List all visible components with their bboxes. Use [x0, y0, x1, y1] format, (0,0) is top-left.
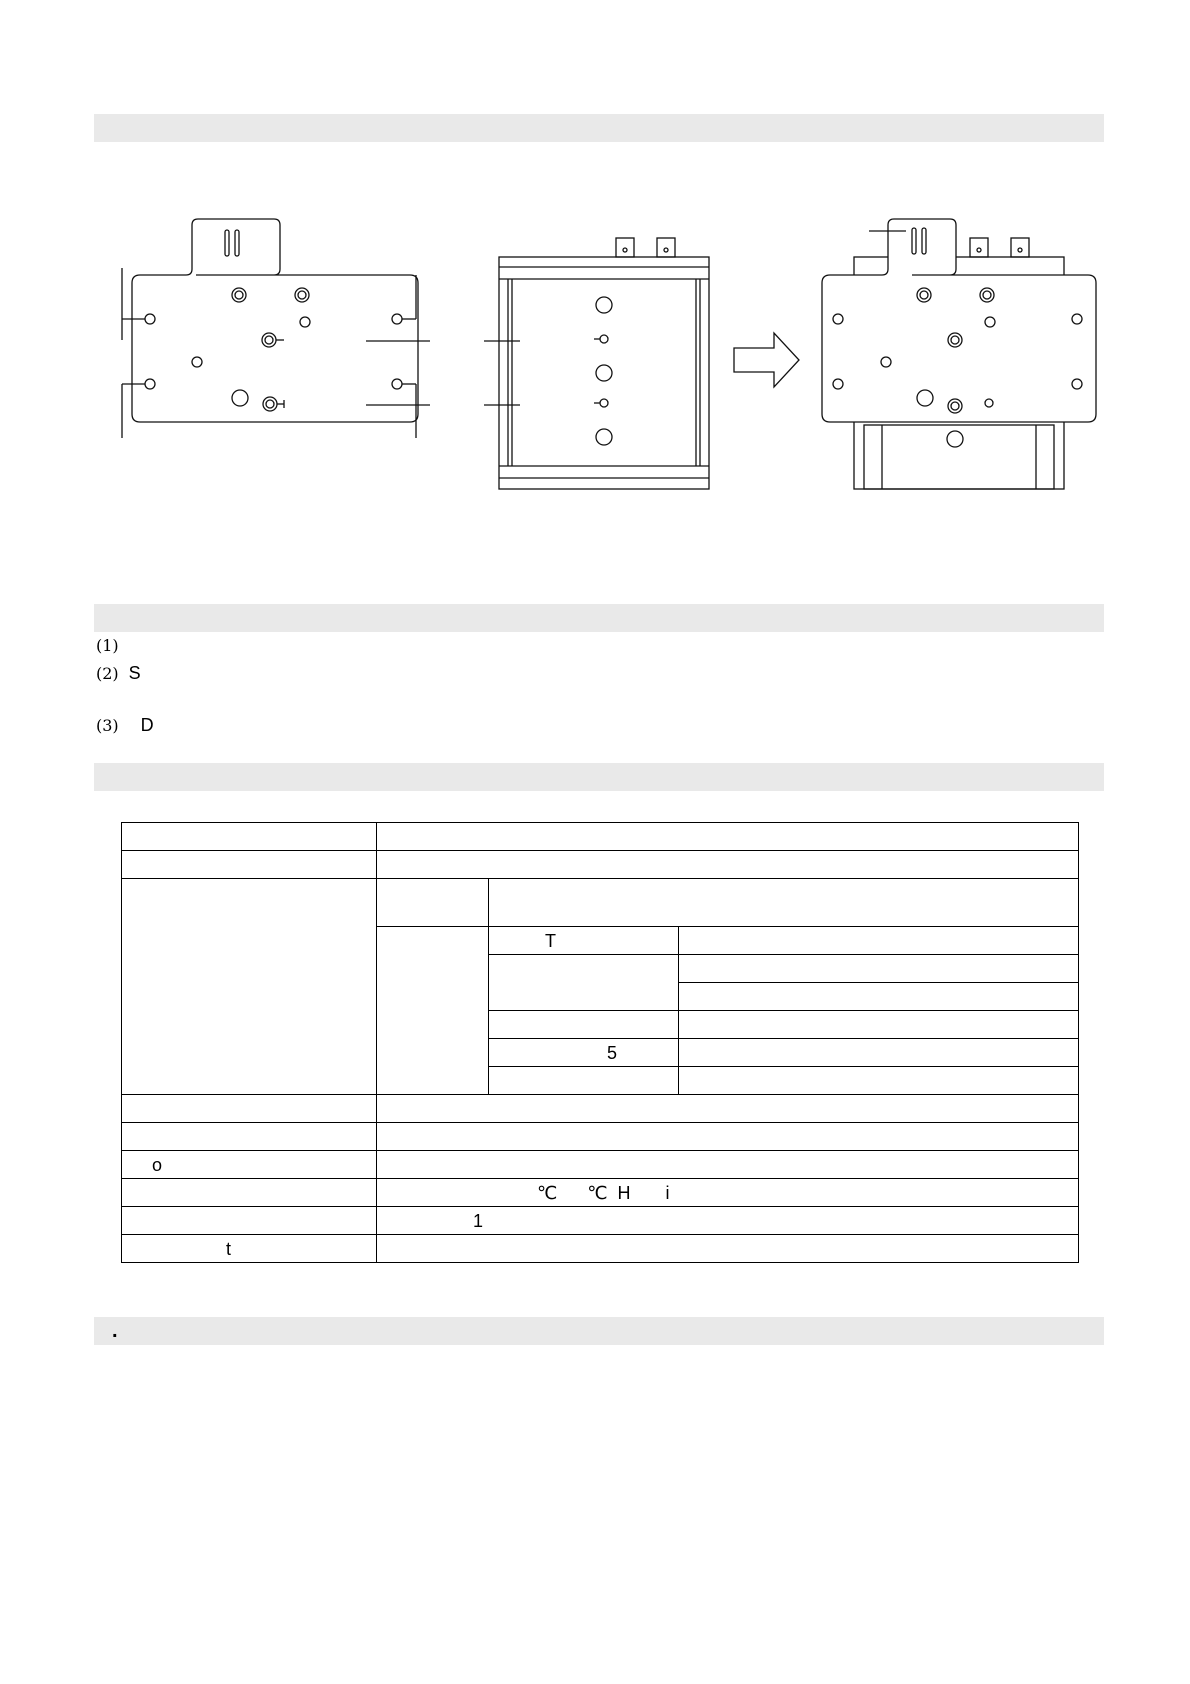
row-label	[122, 1095, 377, 1123]
table-row	[122, 1207, 1079, 1235]
step-number: (3)	[96, 716, 119, 735]
row-label	[122, 851, 377, 879]
param-value	[679, 1039, 1079, 1067]
param-value	[679, 927, 1079, 955]
sub-label	[377, 879, 489, 927]
group-label	[122, 879, 377, 1095]
param-name: 5	[489, 1039, 679, 1067]
assembled-plate	[822, 219, 1096, 422]
step-item-3	[96, 714, 154, 737]
section-header-4	[94, 1317, 1104, 1345]
row-label	[122, 1207, 377, 1235]
table-row	[122, 1179, 1079, 1207]
table-row	[122, 879, 1079, 927]
row-value	[377, 1095, 1079, 1123]
row-value	[377, 823, 1079, 851]
section-title-4: .	[112, 1320, 118, 1342]
device-body	[499, 257, 709, 489]
step-number: (2)	[96, 664, 119, 683]
installation-figure	[94, 200, 1104, 500]
row-value: ℃ ℃ H i	[377, 1179, 1079, 1207]
row-label	[122, 1123, 377, 1151]
row-value	[377, 1235, 1079, 1263]
step-number: (1)	[96, 636, 119, 655]
row-label	[122, 1179, 377, 1207]
table-row	[122, 1235, 1079, 1263]
section-header-1	[94, 114, 1104, 142]
table-row	[122, 851, 1079, 879]
row-label: o	[122, 1151, 377, 1179]
param-value	[679, 1011, 1079, 1039]
param-name	[489, 1011, 679, 1039]
step-text: S	[128, 663, 141, 683]
mounting-plate	[132, 219, 418, 422]
table-row	[122, 1151, 1079, 1179]
row-label: t	[122, 1235, 377, 1263]
section-header-2	[94, 604, 1104, 632]
param-name	[489, 955, 679, 1011]
table-row	[122, 1095, 1079, 1123]
param-name	[489, 1067, 679, 1095]
row-value	[377, 1151, 1079, 1179]
param-name: T	[489, 927, 679, 955]
param-value	[679, 1067, 1079, 1095]
assembly-arrow	[734, 333, 799, 387]
section-header-3	[94, 763, 1104, 791]
spec-table	[121, 822, 1079, 1263]
param-value	[679, 983, 1079, 1011]
sub-value	[489, 879, 1079, 927]
table-row	[122, 823, 1079, 851]
row-value	[377, 1123, 1079, 1151]
installation-drawing	[94, 200, 1104, 500]
row-value	[377, 851, 1079, 879]
step-text: D	[140, 715, 154, 735]
param-value	[679, 955, 1079, 983]
sub-label	[377, 927, 489, 1095]
step-item-1	[96, 634, 129, 657]
row-label	[122, 823, 377, 851]
step-item-2	[96, 662, 141, 685]
row-value: 1	[377, 1207, 1079, 1235]
table-row	[122, 1123, 1079, 1151]
